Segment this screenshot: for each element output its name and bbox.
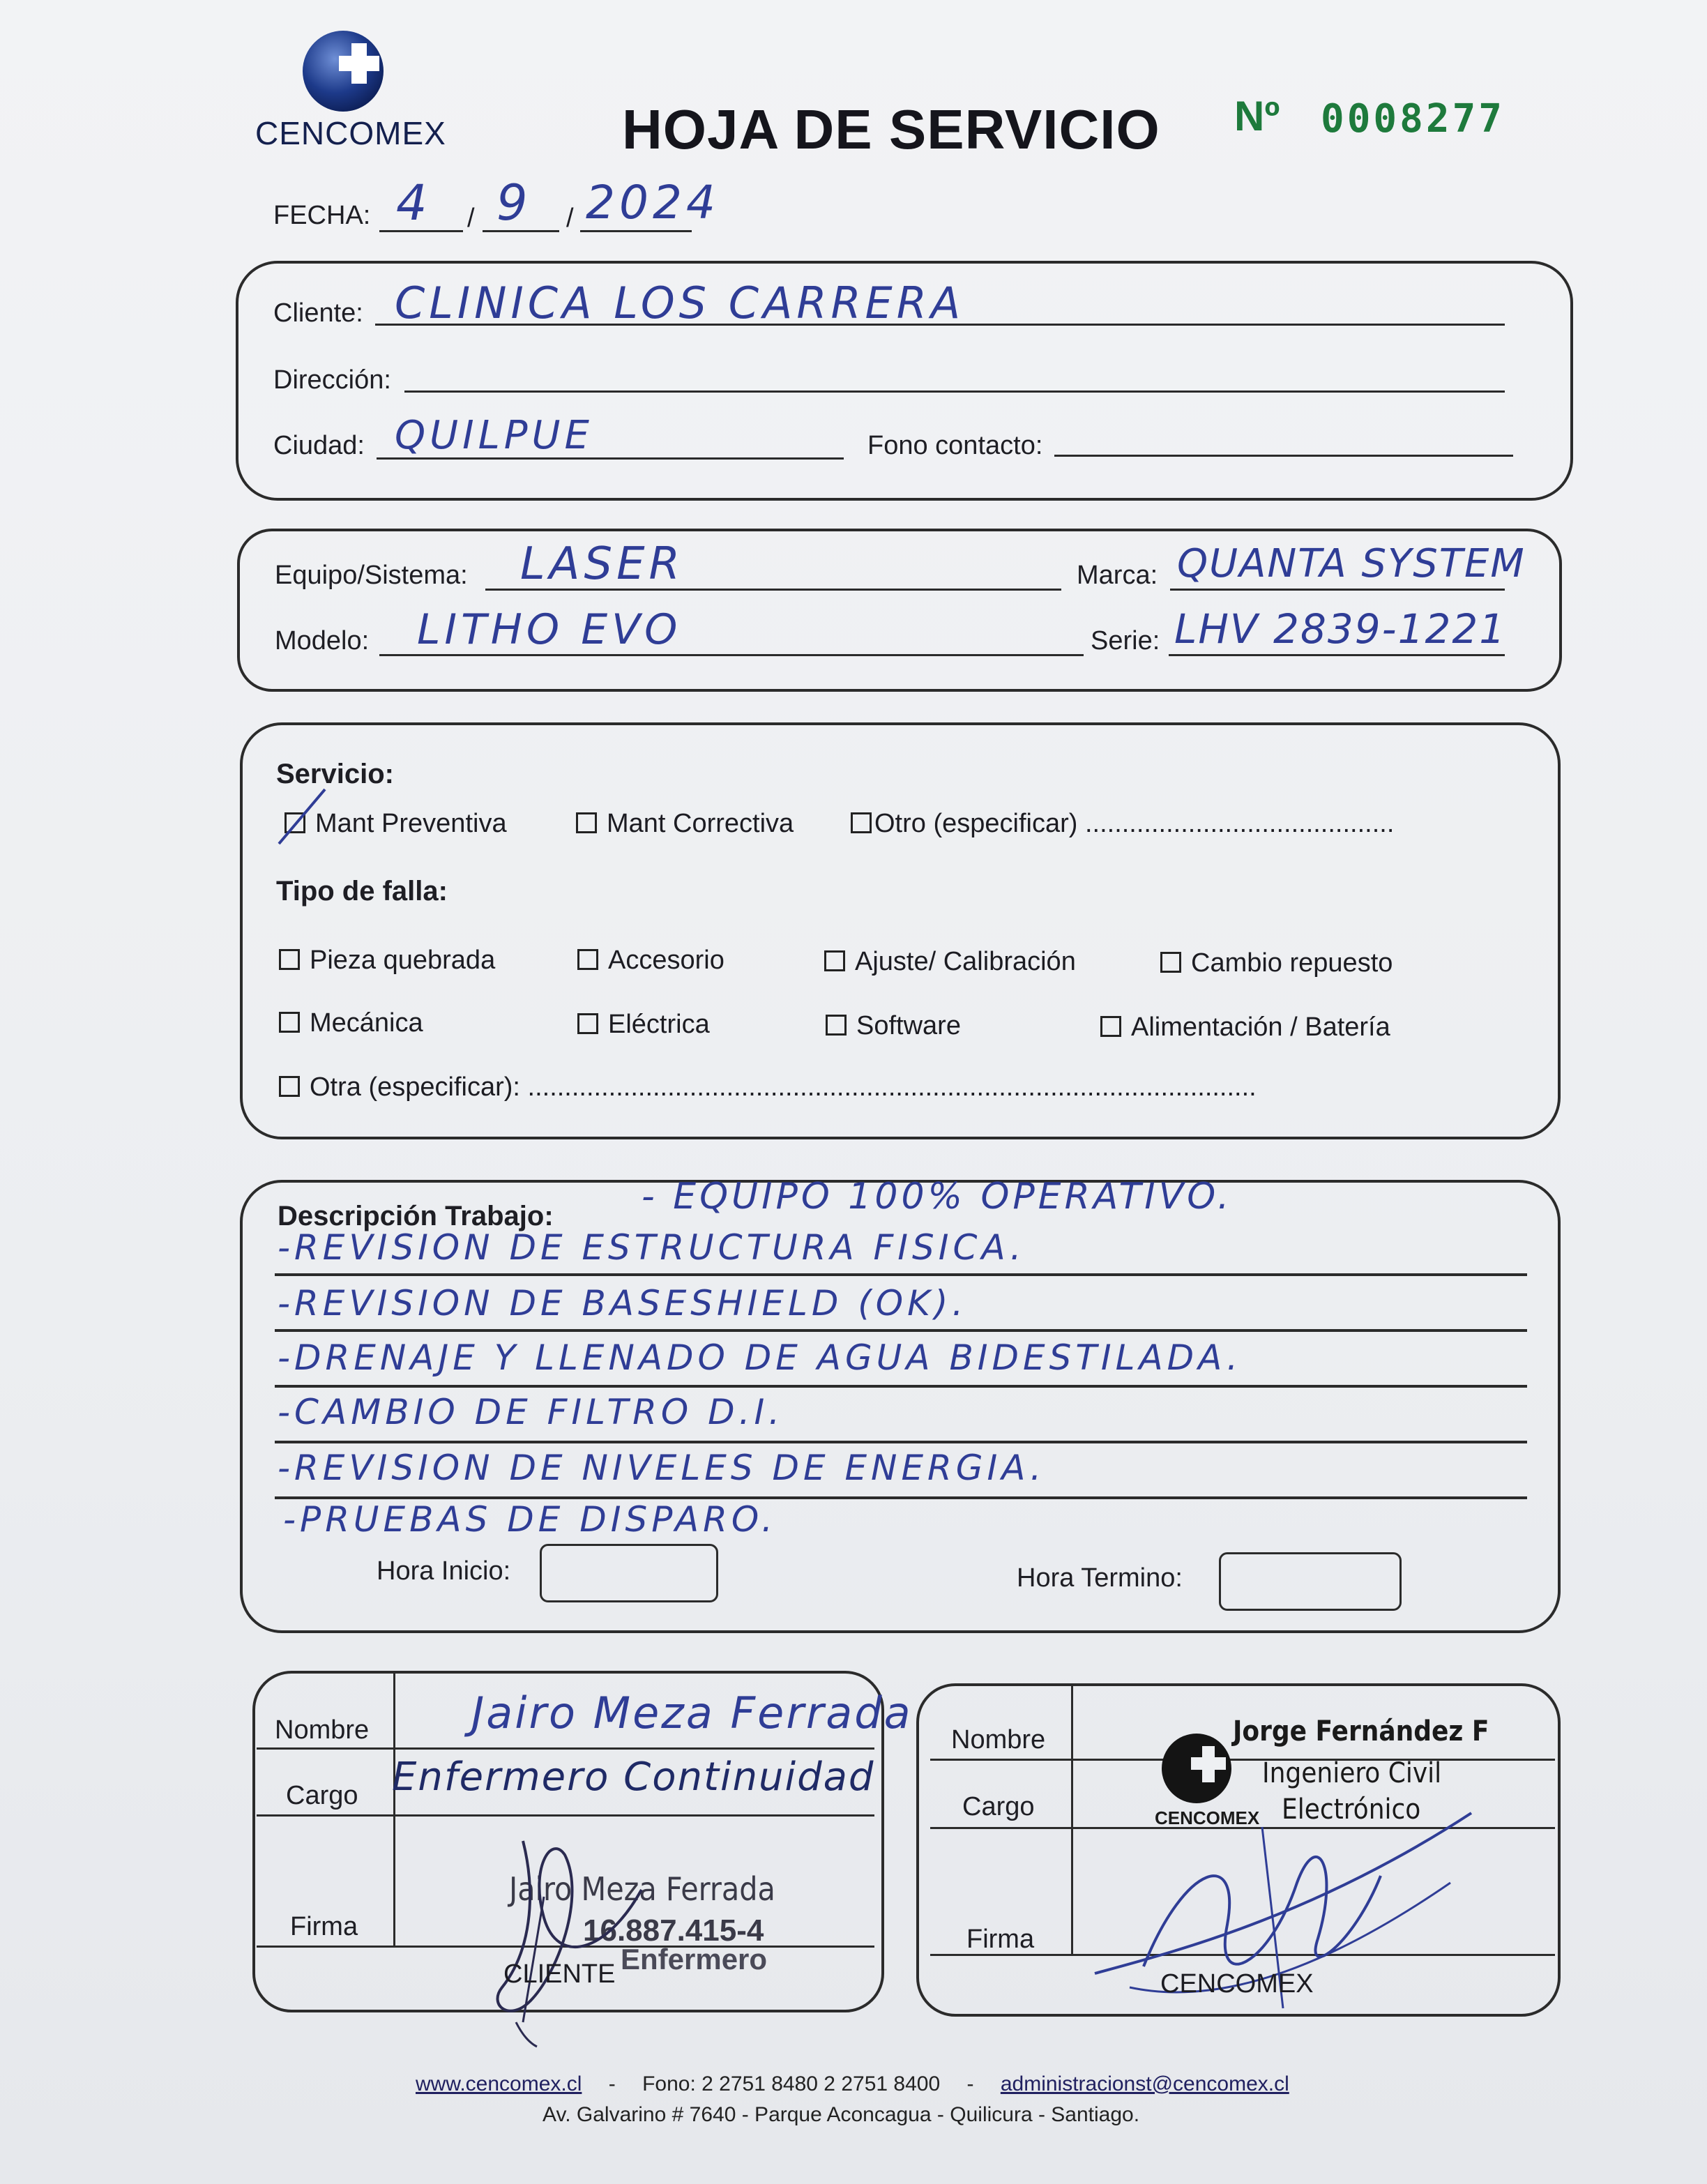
servicio-option-otro[interactable] bbox=[851, 809, 1394, 839]
checkbox-otra[interactable] bbox=[279, 1076, 300, 1097]
cencomex-cargo-label: Cargo bbox=[962, 1792, 1035, 1821]
hora-inicio-input[interactable] bbox=[540, 1544, 718, 1602]
cencomex-stamp-title-2: Electrónico bbox=[1282, 1794, 1421, 1826]
cencomex-stamp-name: Jorge Fernández F bbox=[1233, 1715, 1489, 1747]
falla-option-otra[interactable] bbox=[279, 1072, 1257, 1102]
serie-value[interactable]: LHV 2839-1221 bbox=[1174, 605, 1507, 653]
descripcion-line-0[interactable]: - EQUIPO 100% OPERATIVO. bbox=[642, 1176, 1233, 1218]
service-number: 0008277 bbox=[1321, 96, 1505, 142]
fono-label: Fono contacto: bbox=[867, 431, 1043, 460]
descripcion-line-5[interactable]: -REVISION DE NIVELES DE ENERGIA. bbox=[278, 1448, 1046, 1488]
hora-termino-input[interactable] bbox=[1219, 1552, 1402, 1611]
checkbox-accesorio[interactable] bbox=[577, 949, 598, 970]
checkbox-electrica[interactable] bbox=[577, 1013, 598, 1034]
cencomex-stamp-brand: CENCOMEX bbox=[1155, 1807, 1260, 1828]
servicio-option-label: Otro (especificar) .......................................... bbox=[874, 809, 1395, 838]
number-label: Nº bbox=[1234, 93, 1280, 139]
falla-option-mecanica[interactable] bbox=[279, 1008, 423, 1038]
cliente-value[interactable]: CLINICA LOS CARRERA bbox=[395, 278, 965, 328]
falla-option-ajuste[interactable] bbox=[824, 947, 1076, 977]
fecha-year-line bbox=[580, 230, 692, 232]
footer-separator: - bbox=[608, 2072, 616, 2095]
footer-email-link[interactable]: administracionst@cencomex.cl bbox=[1000, 2072, 1289, 2095]
descripcion-line-4[interactable]: -CAMBIO DE FILTRO D.I. bbox=[278, 1392, 784, 1432]
rule-1 bbox=[275, 1273, 1527, 1276]
checkbox-correctiva[interactable] bbox=[576, 812, 597, 833]
cencomex-nombre-label: Nombre bbox=[951, 1725, 1046, 1754]
descripcion-title: Descripción Trabajo: bbox=[278, 1201, 554, 1231]
servicio-option-label: Mant Correctiva bbox=[607, 809, 794, 838]
footer-website-link[interactable]: www.cencomex.cl bbox=[416, 2072, 582, 2095]
footer-contact-line bbox=[416, 2072, 1289, 2096]
falla-option-label: Ajuste/ Calibración bbox=[855, 947, 1076, 976]
cliente-firma-divider bbox=[393, 1674, 395, 1946]
falla-option-label: Eléctrica bbox=[608, 1010, 710, 1039]
cliente-nombre-value[interactable]: Jairo Meza Ferrada bbox=[471, 1688, 913, 1738]
direccion-label: Dirección: bbox=[273, 365, 391, 395]
falla-option-pieza[interactable] bbox=[279, 946, 495, 976]
fono-line[interactable] bbox=[1054, 455, 1513, 457]
cliente-stamp-role: Enfermero bbox=[621, 1943, 768, 1976]
servicio-option-label: Mant Preventiva bbox=[315, 809, 507, 838]
checkbox-otro[interactable] bbox=[851, 812, 872, 833]
descripcion-line-6[interactable]: -PRUEBAS DE DISPARO. bbox=[283, 1499, 777, 1540]
falla-option-label: Mecánica bbox=[310, 1008, 423, 1038]
equipo-label: Equipo/Sistema: bbox=[275, 561, 468, 590]
checkbox-mecanica[interactable] bbox=[279, 1012, 300, 1033]
falla-option-electrica[interactable] bbox=[577, 1010, 710, 1040]
cencomex-caption: CENCOMEX bbox=[1160, 1969, 1314, 1999]
falla-option-alimentacion[interactable] bbox=[1100, 1013, 1390, 1042]
equipo-value[interactable]: LASER bbox=[520, 538, 684, 590]
serie-label: Serie: bbox=[1091, 626, 1160, 655]
descripcion-line-2[interactable]: -REVISION DE BASESHIELD (OK). bbox=[278, 1283, 968, 1324]
cliente-cargo-value[interactable]: Enfermero Continuidad bbox=[392, 1754, 875, 1800]
hora-inicio-label: Hora Inicio: bbox=[377, 1556, 511, 1586]
falla-option-label: Otra (especificar): ................................................................................................... bbox=[310, 1072, 1257, 1102]
footer-address: Av. Galvarino # 7640 - Parque Aconcagua - Quilicura - Santiago. bbox=[543, 2103, 1140, 2126]
cliente-firma-label: Firma bbox=[290, 1912, 358, 1941]
marca-value[interactable]: QUANTA SYSTEM bbox=[1177, 541, 1526, 586]
falla-option-label: Accesorio bbox=[608, 946, 724, 975]
hora-termino-label: Hora Termino: bbox=[1017, 1563, 1183, 1593]
marca-label: Marca: bbox=[1077, 561, 1158, 590]
fecha-month-value: 9 bbox=[496, 174, 532, 232]
cencomex-firma-label: Firma bbox=[966, 1925, 1035, 1954]
fecha-sep-2: / bbox=[566, 204, 574, 233]
modelo-label: Modelo: bbox=[275, 626, 370, 655]
brand-name: CENCOMEX bbox=[255, 115, 446, 151]
footer-separator: - bbox=[966, 2072, 974, 2095]
checkbox-alimentacion[interactable] bbox=[1100, 1016, 1121, 1037]
falla-option-accesorio[interactable] bbox=[577, 946, 724, 976]
checkbox-pieza[interactable] bbox=[279, 949, 300, 970]
footer-phone: Fono: 2 2751 8480 2 2751 8400 bbox=[642, 2072, 941, 2095]
checkbox-cambio[interactable] bbox=[1160, 952, 1181, 973]
cencomex-firma-divider bbox=[1071, 1686, 1073, 1954]
rule-3 bbox=[275, 1385, 1527, 1388]
falla-option-label: Software bbox=[856, 1011, 961, 1040]
falla-title: Tipo de falla: bbox=[276, 876, 448, 907]
cliente-nombre-label: Nombre bbox=[275, 1715, 370, 1745]
cliente-stamp-rut: 16.887.415-4 bbox=[583, 1913, 764, 1948]
fecha-day-value: 4 bbox=[396, 174, 432, 232]
cencomex-nombre-rule bbox=[930, 1759, 1555, 1761]
cencomex-stamp-title-1: Ingeniero Civil bbox=[1262, 1757, 1442, 1789]
marca-line bbox=[1170, 589, 1505, 591]
servicio-option-correctiva[interactable] bbox=[576, 809, 794, 839]
direccion-line[interactable] bbox=[404, 390, 1505, 393]
fecha-sep-1: / bbox=[467, 204, 475, 233]
descripcion-line-1[interactable]: -REVISION DE ESTRUCTURA FISICA. bbox=[278, 1227, 1026, 1268]
modelo-value[interactable]: LITHO EVO bbox=[417, 605, 682, 654]
falla-option-label: Alimentación / Batería bbox=[1131, 1013, 1390, 1042]
cliente-cargo-label: Cargo bbox=[286, 1781, 358, 1810]
ciudad-value[interactable]: QUILPUE bbox=[395, 413, 593, 458]
cencomex-stamp-logo-icon bbox=[1160, 1729, 1237, 1806]
falla-option-label: Pieza quebrada bbox=[310, 946, 496, 975]
falla-option-label: Cambio repuesto bbox=[1191, 948, 1393, 978]
serie-line bbox=[1169, 654, 1505, 656]
rule-2 bbox=[275, 1329, 1527, 1332]
falla-option-cambio[interactable] bbox=[1160, 948, 1393, 978]
servicio-title: Servicio: bbox=[276, 759, 394, 789]
cliente-caption: CLIENTE bbox=[503, 1959, 616, 1989]
page-title: HOJA DE SERVICIO bbox=[622, 98, 1160, 160]
ciudad-label: Ciudad: bbox=[273, 431, 365, 460]
fecha-label: FECHA: bbox=[273, 201, 371, 230]
cliente-nombre-rule bbox=[257, 1747, 874, 1750]
cliente-stamp-name: Jairo Meza Ferrada bbox=[509, 1870, 775, 1908]
checkbox-software[interactable] bbox=[826, 1015, 847, 1036]
rule-4 bbox=[275, 1441, 1527, 1443]
check-mark-icon bbox=[276, 785, 332, 848]
cliente-signature bbox=[460, 1813, 669, 2050]
cliente-label: Cliente: bbox=[273, 298, 363, 328]
descripcion-line-3[interactable]: -DRENAJE Y LLENADO DE AGUA BIDESTILADA. bbox=[278, 1337, 1243, 1378]
falla-option-software[interactable] bbox=[826, 1011, 961, 1041]
modelo-line bbox=[379, 654, 1084, 656]
checkbox-ajuste[interactable] bbox=[824, 950, 845, 971]
fecha-year-value: 2024 bbox=[586, 176, 720, 229]
